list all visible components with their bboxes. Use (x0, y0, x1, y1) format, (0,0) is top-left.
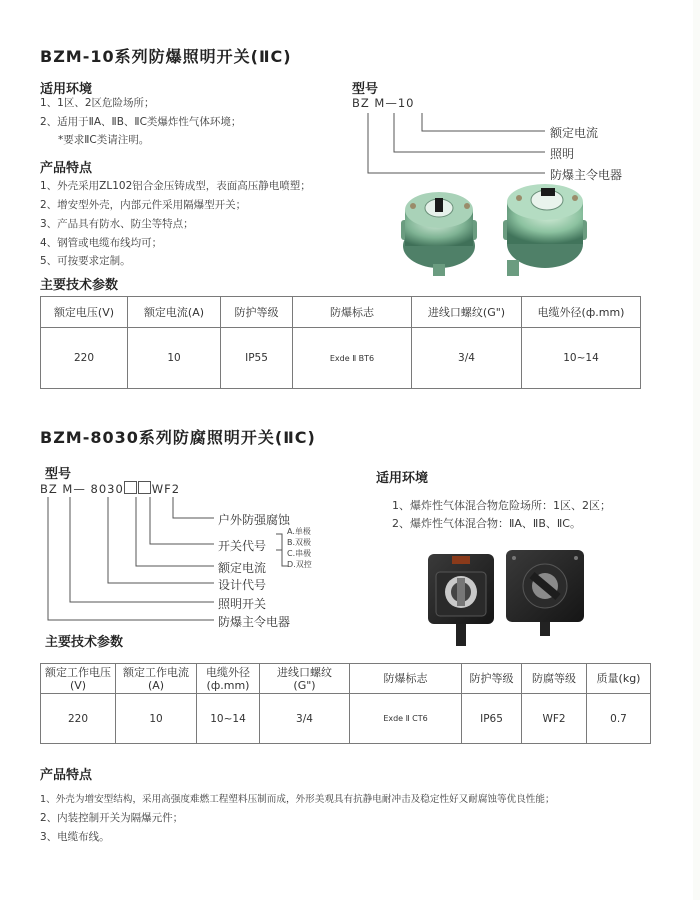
s2-switch-code: C.串极 (287, 549, 312, 558)
table-header-cell: 额定工作电流 (A) (116, 664, 197, 694)
s1-model-heading: 型号 (352, 82, 379, 97)
s2-model-heading: 型号 (45, 467, 72, 482)
s2-product-photo (424, 542, 594, 650)
table-cell: 220 (41, 328, 128, 389)
s1-params-heading: 主要技术参数 (40, 278, 119, 293)
s2-model-label-design-code: 设计代号 (218, 578, 267, 592)
table-header-cell: 质量(kg) (587, 664, 651, 694)
s1-model-label-current: 额定电流 (550, 126, 599, 140)
s2-switch-code: B.双极 (287, 538, 312, 547)
table-header-cell: 防腐等级 (522, 664, 587, 694)
s1-feat-item: 5、可按要求定制。 (40, 255, 131, 267)
table-cell: WF2 (522, 694, 587, 744)
s2-switch-code: A.单极 (287, 527, 311, 536)
table-header-cell: 防爆标志 (293, 297, 412, 328)
table-cell: 10 (116, 694, 197, 744)
table-cell: Exde Ⅱ CT6 (350, 694, 462, 744)
table-row (41, 694, 651, 744)
table-cell: 10~14 (522, 328, 641, 389)
s1-feat-item: 4、钢管或电缆布线均可； (40, 237, 163, 249)
s1-model-code: BZ M—10 (352, 96, 415, 110)
table-cell: IP55 (221, 328, 293, 389)
s2-model-label-lighting-switch: 照明开关 (218, 597, 267, 611)
s2-feat-item: 2、内装控制开关为隔爆元件； (40, 812, 184, 824)
s2-model-suffix: WF2 (151, 482, 181, 496)
table-cell: 10 (128, 328, 221, 389)
s2-feat-item: 3、电缆布线。 (40, 831, 110, 843)
s2-model-label-ex-control: 防爆主令电器 (218, 615, 291, 629)
table-header-cell: 额定电压(V) (41, 297, 128, 328)
table-header-cell: 额定工作电压 (V) (41, 664, 116, 694)
s2-model-label-switch-code: 开关代号 (218, 539, 267, 553)
table-cell: 3/4 (412, 328, 522, 389)
table-header-cell: 电缆外径(ф.mm) (522, 297, 641, 328)
s2-params-heading: 主要技术参数 (45, 635, 124, 650)
table-cell: 220 (41, 694, 116, 744)
s1-model-label-ex-control: 防爆主令电器 (550, 168, 623, 182)
table-cell: Exde Ⅱ BT6 (293, 328, 412, 389)
table-header-cell: 防爆标志 (350, 664, 462, 694)
table-header-cell: 进线口螺纹 (G") (260, 664, 350, 694)
s1-env-item: *要求ⅡC类请注明。 (58, 134, 150, 146)
table-header-cell: 额定电流(A) (128, 297, 221, 328)
table-cell: 10~14 (197, 694, 260, 744)
s2-model-prefix: BZ M— 8030 (40, 482, 124, 496)
s2-switch-code: D.双控 (287, 560, 312, 569)
table-header-cell: 电缆外径 (ф.mm) (197, 664, 260, 694)
table-cell: 3/4 (260, 694, 350, 744)
section2-title: BZM-8030系列防腐照明开关(ⅡC) (40, 428, 316, 447)
table-header-cell: 防护等级 (462, 664, 522, 694)
table-header-cell: 进线口螺纹(G") (412, 297, 522, 328)
s1-model-label-lighting: 照明 (550, 147, 575, 161)
s1-feat-item: 2、增安型外壳，内部元件采用隔爆型开关； (40, 199, 247, 211)
s2-model-label-corrosion: 户外防强腐蚀 (218, 513, 291, 527)
s2-env-item: 2、爆炸性气体混合物：ⅡA、ⅡB、ⅡC。 (392, 517, 581, 530)
s2-spec-table (40, 663, 651, 744)
section1-title: BZM-10系列防爆照明开关(ⅡC) (40, 47, 292, 66)
s1-feat-item: 1、外壳采用ZL102铝合金压铸成型，表面高压静电喷塑； (40, 180, 311, 192)
table-cell: 0.7 (587, 694, 651, 744)
s2-feat-item: 1、外壳为增安型结构，采用高强度难燃工程塑料压制而成，外形美观具有抗静电耐冲击及稳定性好又耐腐蚀等优良性能； (40, 794, 555, 805)
s2-env-item: 1、爆炸性气体混合物危险场所：1区、2区； (392, 499, 611, 512)
table-header-row (41, 664, 651, 694)
table-header-cell: 防护等级 (221, 297, 293, 328)
s1-env-item: 2、适用于ⅡA、ⅡB、ⅡC类爆炸性气体环境； (40, 116, 242, 128)
s1-feat-item: 3、产品具有防水、防尘等特点； (40, 218, 194, 230)
s1-env-heading: 适用环境 (40, 82, 93, 97)
s1-env-item: 1、1区、2区危险场所； (40, 97, 155, 109)
s1-feat-heading: 产品特点 (40, 161, 93, 176)
s2-env-heading: 适用环境 (376, 471, 429, 486)
s2-feat-heading: 产品特点 (40, 768, 93, 783)
s2-model-label-current: 额定电流 (218, 561, 267, 575)
table-cell: IP65 (462, 694, 522, 744)
